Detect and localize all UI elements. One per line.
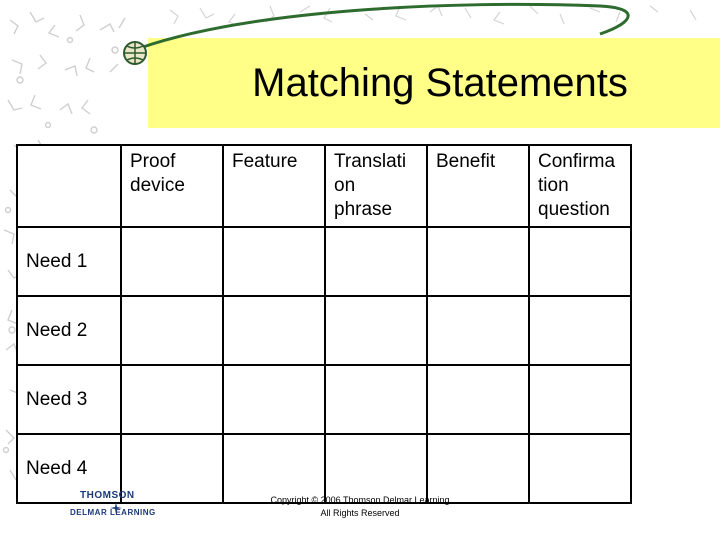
- table-row: [17, 227, 631, 296]
- table-header-row: [17, 145, 631, 227]
- header-cell-feature: Feature: [223, 145, 325, 227]
- table-cell[interactable]: [223, 296, 325, 365]
- slide-title: Matching Statements: [252, 61, 628, 105]
- table-cell[interactable]: [223, 365, 325, 434]
- row-label: Need 3: [17, 365, 121, 434]
- table-cell[interactable]: [325, 434, 427, 503]
- thomson-delmar-logo: [70, 490, 160, 520]
- table-cell[interactable]: [529, 434, 631, 503]
- row-label: Need 2: [17, 296, 121, 365]
- table-cell[interactable]: [223, 434, 325, 503]
- logo-top-text: THOMSON: [80, 490, 135, 501]
- table-cell[interactable]: [223, 227, 325, 296]
- logo-bottom-text: DELMAR LEARNING: [70, 508, 156, 517]
- header-cell-proof-device: Proof device: [121, 145, 223, 227]
- table-cell[interactable]: [121, 227, 223, 296]
- copyright-notice: [230, 494, 490, 520]
- table-cell[interactable]: [325, 365, 427, 434]
- header-cell-confirmation-question: Confirma tion question: [529, 145, 631, 227]
- table-cell[interactable]: [529, 296, 631, 365]
- header-cell-empty: [17, 145, 121, 227]
- table-cell[interactable]: [529, 227, 631, 296]
- table-row: [17, 296, 631, 365]
- table-cell[interactable]: [427, 296, 529, 365]
- table-cell[interactable]: [427, 227, 529, 296]
- table-row: [17, 365, 631, 434]
- globe-icon: [122, 40, 148, 66]
- copyright-line-2: All Rights Reserved: [320, 508, 400, 518]
- row-label: Need 4: [17, 434, 121, 503]
- table-cell[interactable]: [121, 296, 223, 365]
- row-label: Need 1: [17, 227, 121, 296]
- table-cell[interactable]: [427, 434, 529, 503]
- header-cell-benefit: Benefit: [427, 145, 529, 227]
- table-cell[interactable]: [121, 365, 223, 434]
- copyright-line-1: Copyright © 2006 Thomson Delmar Learning: [270, 495, 450, 505]
- matching-table: [16, 144, 632, 504]
- table-cell[interactable]: [529, 365, 631, 434]
- header-cell-translation-phrase: Translati on phrase: [325, 145, 427, 227]
- table-cell[interactable]: [325, 296, 427, 365]
- table-cell[interactable]: [325, 227, 427, 296]
- table-cell[interactable]: [427, 365, 529, 434]
